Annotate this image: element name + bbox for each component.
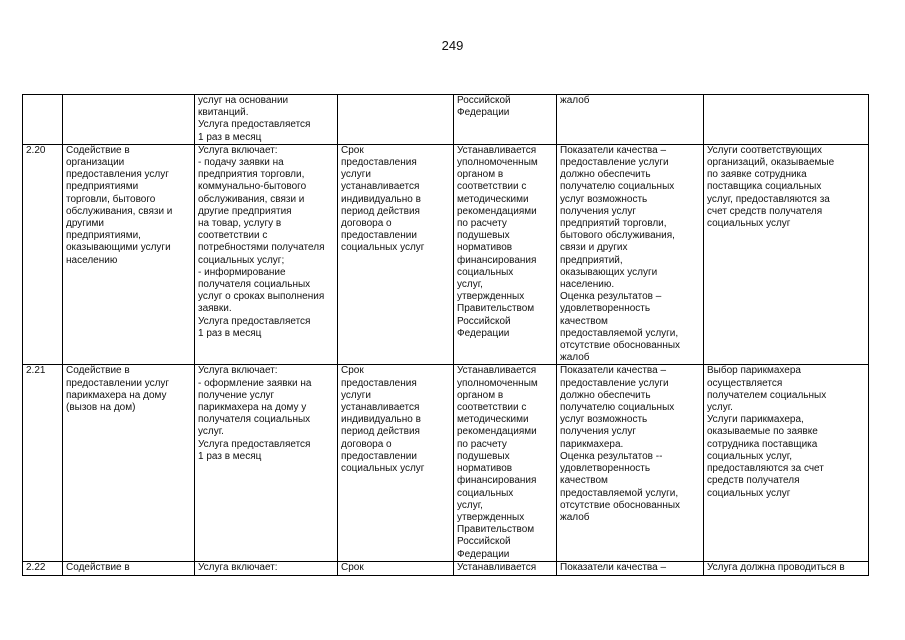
cell-service-term — [338, 95, 454, 145]
cell-number: 2.20 — [23, 144, 63, 365]
cell-provision-terms: Выбор парикмахера осуществляется получателем социальных услуг. Услуги парикмахера, оказываемые по заявке сотрудника поставщика социальных услуг, предоставляются за счет средств получателя социальных услуг — [704, 365, 869, 562]
cell-financing-norm: Устанавливается уполномоченным органом в соответствии с методическими рекомендациями по расчету подушевых нормативов финансирования социальных услуг, утвержденных Правительством Российской Федерации — [454, 365, 557, 562]
cell-number — [23, 95, 63, 145]
cell-quality-indicators: Показатели качества – — [557, 562, 704, 575]
cell-service-content: Услуга включает: - оформление заявки на получение услуг парикмахера на дому у получателя социальных услуг. Услуга предоставляется 1 раз в месяц — [195, 365, 338, 562]
cell-quality-indicators: Показатели качества – предоставление услуги должно обеспечить получателю социальных услуг возможность получения услуг парикмахера. Оценка результатов -- удовлетворенность качеством предоставляемой услуги, отсутствие обоснованных жалоб — [557, 365, 704, 562]
cell-financing-norm: Устанавливается уполномоченным органом в соответствии с методическими рекомендациями по расчету подушевых нормативов финансирования социальных услуг, утвержденных Правительством Российской Федерации — [454, 144, 557, 365]
cell-service-name: Содействие в организации предоставления услуг предприятиями торговли, бытового обслуживания, связи и другими предприятиями, оказывающими услуги населению — [63, 144, 195, 365]
cell-service-term: Срок предоставления услуги устанавливается индивидуально в период действия договора о предоставлении социальных услуг — [338, 144, 454, 365]
cell-service-content: Услуга включает: — [195, 562, 338, 575]
cell-provision-terms — [704, 95, 869, 145]
cell-service-name: Содействие в — [63, 562, 195, 575]
cell-provision-terms: Услуга должна проводиться в — [704, 562, 869, 575]
services-table — [22, 94, 869, 576]
cell-number: 2.22 — [23, 562, 63, 575]
cell-service-term: Срок — [338, 562, 454, 575]
cell-service-name — [63, 95, 195, 145]
cell-service-content: услуг на основании квитанций. Услуга предоставляется 1 раз в месяц — [195, 95, 338, 145]
table-row — [23, 365, 869, 562]
cell-service-content: Услуга включает: - подачу заявки на предприятия торговли, коммунально-бытового обслуживания, связи и другие предприятия на товар, услугу в соответствии с потребностями получателя социальных услуг; - информирование получателя социальных услуг о сроках выполнения заявки. Услуга предоставляется 1 раз в месяц — [195, 144, 338, 365]
cell-number: 2.21 — [23, 365, 63, 562]
cell-quality-indicators: Показатели качества – предоставление услуги должно обеспечить получателю социальных услуг возможность получения услуг предприятий торговли, бытового обслуживания, связи и других предприятий, оказывающих услуги населению. Оценка результатов – удовлетворенность качеством предоставляемой услуги, отсутствие обоснованных жалоб — [557, 144, 704, 365]
table-row — [23, 95, 869, 145]
cell-quality-indicators: жалоб — [557, 95, 704, 145]
table-row — [23, 144, 869, 365]
cell-financing-norm: Российской Федерации — [454, 95, 557, 145]
cell-financing-norm: Устанавливается — [454, 562, 557, 575]
table-row — [23, 562, 869, 575]
page-number: 249 — [441, 38, 464, 53]
cell-service-name: Содействие в предоставлении услуг парикмахера на дому (вызов на дом) — [63, 365, 195, 562]
cell-provision-terms: Услуги соответствующих организаций, оказываемые по заявке сотрудника поставщика социальных услуг, предоставляются за счет средств получателя социальных услуг — [704, 144, 869, 365]
cell-service-term: Срок предоставления услуги устанавливается индивидуально в период действия договора о предоставлении социальных услуг — [338, 365, 454, 562]
